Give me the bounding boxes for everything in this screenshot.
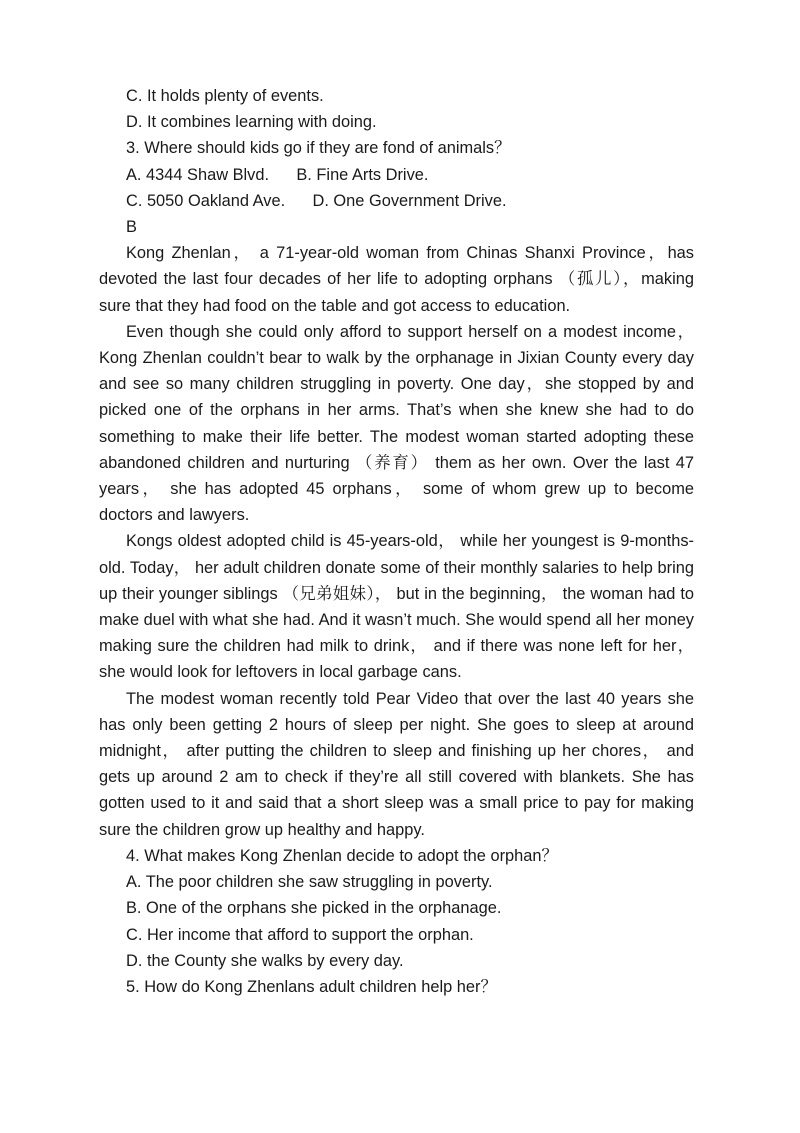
question-4-option-a: A. The poor children she saw struggling in poverty. — [126, 873, 493, 892]
question-5: 5. How do Kong Zhenlans adult children help her？ — [126, 977, 497, 996]
article-paragraph: Even though she could only afford to support herself on a modest income， Kong Zhenlan couldn’t bear to walk by the orphanage in Jixian County every day and see so many children struggling in poverty. One day，she stopped by and picked one of the orphans in her arms. That’s when she knew she had to do something to make their life better. The modest woman started adopting these abandoned children and nurturing （养育） them as her own. Over the last 47 years， she has adopted 45 orphans， some of whom grew up to become doctors and lawyers. — [99, 322, 694, 525]
question-4-option-c: C. Her income that afford to support the orphan. — [126, 925, 474, 944]
answer-option-d: D. It combines learning with doing. — [126, 113, 377, 132]
question-3-options-ab: A. 4344 Shaw Blvd. B. Fine Arts Drive. — [126, 165, 429, 184]
article-paragraph: Kongs oldest adopted child is 45-years-old， while her youngest is 9-months-old. Today， her adult children donate some of their monthly salaries to help bring up their younger siblings （兄弟姐妹）， but in the beginning， the woman had to make duel with what she had. And it wasn’t much. She would spend all her money making sure the children had milk to drink， and if there was none left for her， she would look for leftovers in local garbage cans. — [99, 532, 694, 682]
question-3: 3. Where should kids go if they are fond of animals？ — [126, 139, 511, 158]
section-label: B — [126, 218, 137, 237]
article-paragraph: The modest woman recently told Pear Video that over the last 40 years she has only been getting 2 hours of sleep per night. She goes to sleep at around midnight， after putting the children to sleep and finishing up her chores， and gets up around 2 am to check if they’re all still covered with blankets. She has gotten used to it and said that a short sleep was a small price to pay for making sure the children grow up healthy and happy. — [99, 689, 694, 839]
question-4: 4. What makes Kong Zhenlan decide to adopt the orphan？ — [126, 846, 558, 865]
question-4-option-b: B. One of the orphans she picked in the orphanage. — [126, 899, 502, 918]
question-3-options-cd: C. 5050 Oakland Ave. D. One Government Drive. — [126, 191, 507, 210]
article-paragraph: Kong Zhenlan， a 71-year-old woman from Chinas Shanxi Province，has devoted the last four decades of her life to adopting orphans （孤儿），making sure that they had food on the table and got access to education. — [99, 244, 694, 315]
document-content — [99, 83, 699, 1000]
answer-option-c: C. It holds plenty of events. — [126, 87, 324, 105]
question-4-option-d: D. the County she walks by every day. — [126, 951, 404, 970]
